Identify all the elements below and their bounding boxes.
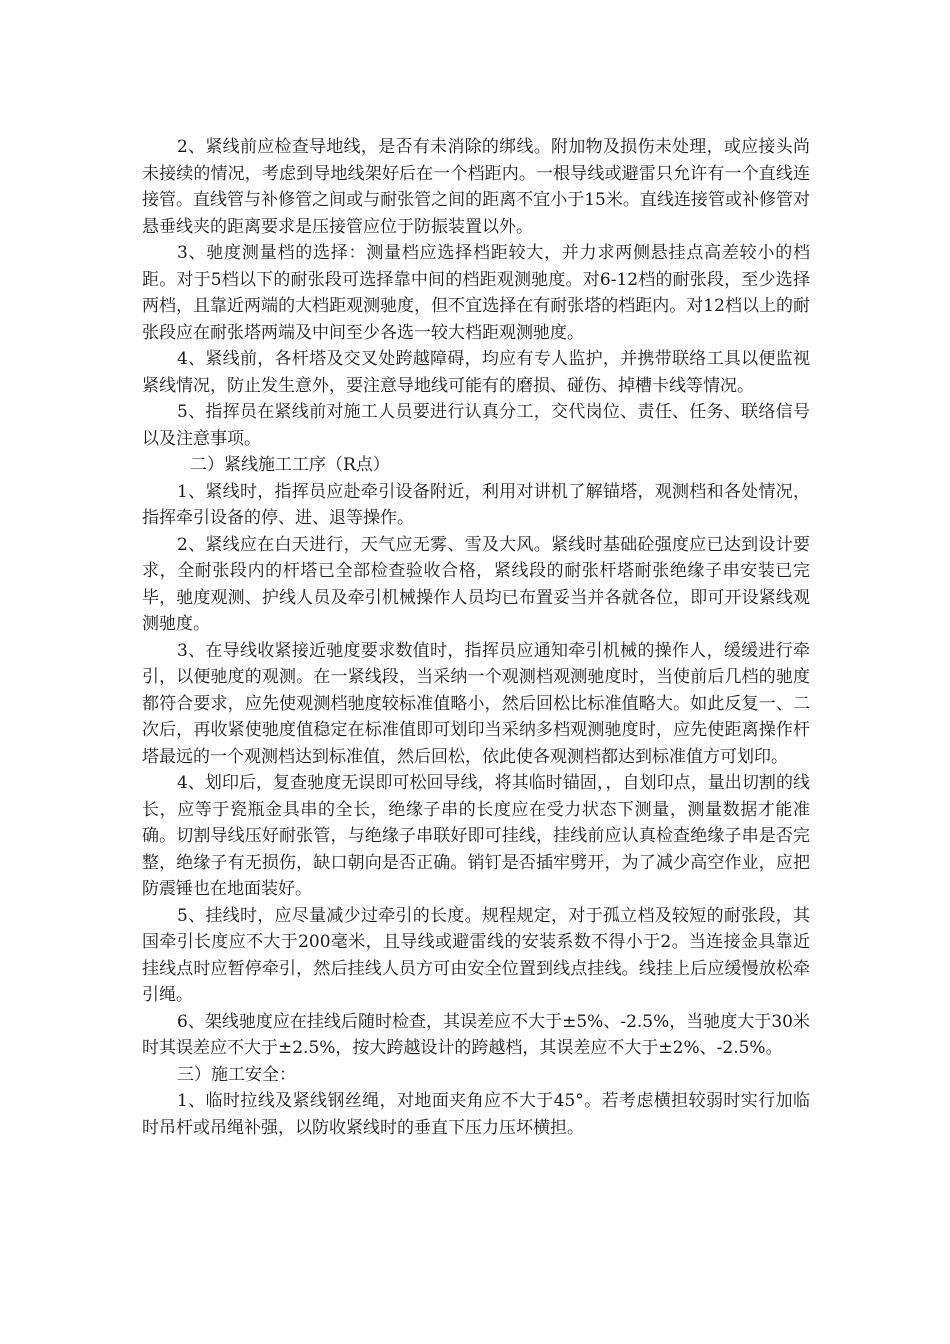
paragraph-procedure-2: 2、紧线应在白天进行，天气应无雾、雪及大风。紧线时基础砼强度应已达到设计要求，全耐张段内的杆塔已全部检查验收合格，紧线段的耐张杆塔耐张绝缘子串安装已完毕，驰度观测、护线人员及牵引机械操作人员均已布置妥当并各就各位，即可开设紧线观测驰度。 xyxy=(142,534,810,634)
paragraph-sag-span-selection: 3、驰度测量档的选择：测量档应选择档距较大，并力求两侧悬挂点高差较小的档距。对于5档以下的耐张段可选择靠中间的档距观测驰度。对6-12档的耐张段，至少选择两档，且靠近两端的大档距观测驰度，但不宜选择在有耐张塔的档距内。对12档以上的耐张段应在耐张塔两端及中间至少各选一较大档距观测驰度。 xyxy=(142,243,810,343)
paragraph-procedure-4: 4、划印后，复查驰度无误即可松回导线，将其临时锚固，，自划印点，量出切割的线长，应等于瓷瓶金具串的全长，绝缘子串的长度应在受力状态下测量，测量数据才能准确。切割导线压好耐张管，与绝缘子串联好即可挂线，挂线前应认真检查绝缘子串是否完整，绝缘子有无损伤，缺口朝向是否正确。销钉是否插牢劈开，为了减少高空作业，应把防震锤也在地面装好。 xyxy=(142,773,810,899)
document-page xyxy=(142,134,810,1141)
paragraph-procedure-3: 3、在导线收紧接近驰度要求数值时，指挥员应通知牵引机械的操作人，缓缓进行牵引，以便驰度的观测。在一紧线段，当采纳一个观测档观测驰度时，当使前后几档的驰度都符合要求，应先使观测档驰度较标准值略小，然后回松比标准值略大。如此反复一、二次后，再收紧使驰度值稳定在标准值即可划印当采纳多档观测驰度时，应先使距离操作杆塔最远的一个观测档达到标准值，然后回松，依此使各观测档都达到标准值方可划印。 xyxy=(142,640,810,767)
paragraph-crossing-supervision: 4、紧线前，各杆塔及交叉处跨越障碍，均应有专人监护，并携带联络工具以便监视紧线情况，防止发生意外，要注意导地线可能有的磨损、碰伤、掉槽卡线等情况。 xyxy=(142,349,810,396)
section-heading-stringing-procedure: 二）紧线施工工序（R点） xyxy=(190,455,390,475)
paragraph-check-conductors: 2、紧线前应检查导地线，是否有未消除的绑线。附加物及损伤未处理，或应接头尚未接续的情况，考虑到导地线架好后在一个档距内。一根导线或避雷只允许有一个直线连接管。直线管与补修管之间或与耐张管之间的距离不宜小于15米。直线连接管或补修管对悬垂线夹的距离要求是压接管应位于防振装置以外。 xyxy=(142,137,810,237)
paragraph-safety-1: 1、临时拉线及紧线钢丝绳，对地面夹角应不大于45°。若考虑横担较弱时实行加临时吊杆或吊绳补强，以防收紧线时的垂直下压力压坏横担。 xyxy=(142,1091,810,1138)
paragraph-procedure-5: 5、挂线时，应尽量减少过牵引的长度。规程规定，对于孤立档及较短的耐张段，其国牵引长度应不大于200毫米，且导线或避雷线的安装系数不得小于2。当连接金具靠近挂线点时应暂停牵引，然后挂线人员方可由安全位置到线点挂线。线挂上后应缓慢放松牵引绳。 xyxy=(142,905,810,1005)
paragraph-procedure-6: 6、架线驰度应在挂线后随时检查，其误差应不大于±5%、-2.5%，当驰度大于30米时其误差应不大于±2.5%，按大跨越设计的跨越档，其误差应不大于±2%、-2.5%。 xyxy=(142,1011,810,1058)
paragraph-commander-briefing: 5、指挥员在紧线前对施工人员要进行认真分工，交代岗位、责任、任务、联络信号以及注意事项。 xyxy=(142,402,810,449)
paragraph-procedure-1: 1、紧线时，指挥员应赴牵引设备附近，利用对讲机了解锚塔，观测档和各处情况，指挥牵引设备的停、进、退等操作。 xyxy=(142,481,810,528)
section-heading-construction-safety: 三）施工安全： xyxy=(177,1064,296,1085)
